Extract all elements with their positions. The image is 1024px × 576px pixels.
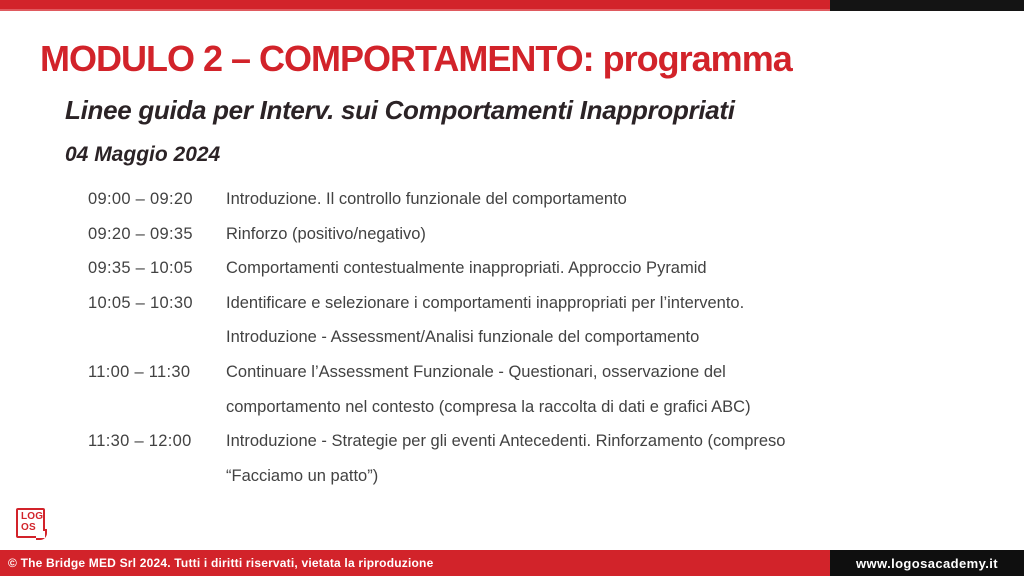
schedule-description-line: comportamento nel contesto (compresa la raccolta di dati e grafici ABC) bbox=[226, 397, 751, 416]
schedule-row bbox=[88, 217, 988, 252]
schedule-time: 11:30 – 12:00 bbox=[88, 432, 192, 451]
copyright-text: © The Bridge MED Srl 2024. Tutti i diritti riservati, vietata la riproduzione bbox=[8, 556, 434, 570]
schedule-description bbox=[226, 286, 988, 355]
schedule-time: 09:00 – 09:20 bbox=[88, 190, 193, 208]
logos-logo-text-bottom: OS bbox=[21, 521, 36, 533]
top-bar-black-segment bbox=[830, 0, 1024, 11]
schedule-description-line: Rinforzo (positivo/negativo) bbox=[226, 224, 426, 243]
schedule-description-line: Identificare e selezionare i comportamenti inappropriati per l’intervento. bbox=[226, 293, 745, 312]
slide-date: 04 Maggio 2024 bbox=[65, 143, 221, 166]
schedule-description bbox=[226, 251, 988, 286]
schedule-description-line: Introduzione - Assessment/Analisi funzionale del comportamento bbox=[226, 328, 700, 347]
logos-logo bbox=[16, 508, 45, 538]
schedule-time: 10:05 – 10:30 bbox=[88, 293, 193, 312]
logos-logo-text-top: LOG bbox=[21, 511, 44, 522]
schedule-description-line: Comportamenti contestualmente inappropriati. Approccio Pyramid bbox=[226, 259, 707, 278]
schedule-row bbox=[88, 424, 988, 493]
slide-subtitle: Linee guida per Interv. sui Comportamenti Inappropriati bbox=[65, 95, 735, 125]
schedule-description-line: “Facciamo un patto”) bbox=[226, 466, 379, 485]
top-accent-bar bbox=[0, 0, 1024, 11]
schedule-list bbox=[88, 182, 988, 493]
schedule-row bbox=[88, 355, 988, 424]
schedule-time: 09:35 – 10:05 bbox=[88, 259, 193, 278]
schedule-row bbox=[88, 286, 988, 355]
schedule-description bbox=[226, 217, 988, 252]
website-text: www.logosacademy.it bbox=[856, 555, 998, 571]
schedule-time: 09:20 – 09:35 bbox=[88, 224, 193, 243]
top-bar-red-segment bbox=[0, 0, 830, 11]
schedule-description-line: Introduzione - Strategie per gli eventi Antecedenti. Rinforzamento (compreso bbox=[226, 432, 786, 451]
slide-title: MODULO 2 – COMPORTAMENTO: programma bbox=[40, 38, 792, 79]
footer-copyright-segment bbox=[0, 550, 830, 576]
schedule-time: 11:00 – 11:30 bbox=[88, 362, 191, 381]
footer-bar bbox=[0, 550, 1024, 576]
schedule-description-line: Continuare l’Assessment Funzionale - Questionari, osservazione del bbox=[226, 362, 726, 381]
schedule-description bbox=[226, 424, 988, 493]
schedule-row bbox=[88, 182, 988, 217]
schedule-description bbox=[226, 182, 988, 217]
schedule-description-line: Introduzione. Il controllo funzionale del comportamento bbox=[226, 190, 627, 208]
schedule-row bbox=[88, 251, 988, 286]
schedule-description bbox=[226, 355, 988, 424]
footer-website-segment bbox=[830, 550, 1024, 576]
